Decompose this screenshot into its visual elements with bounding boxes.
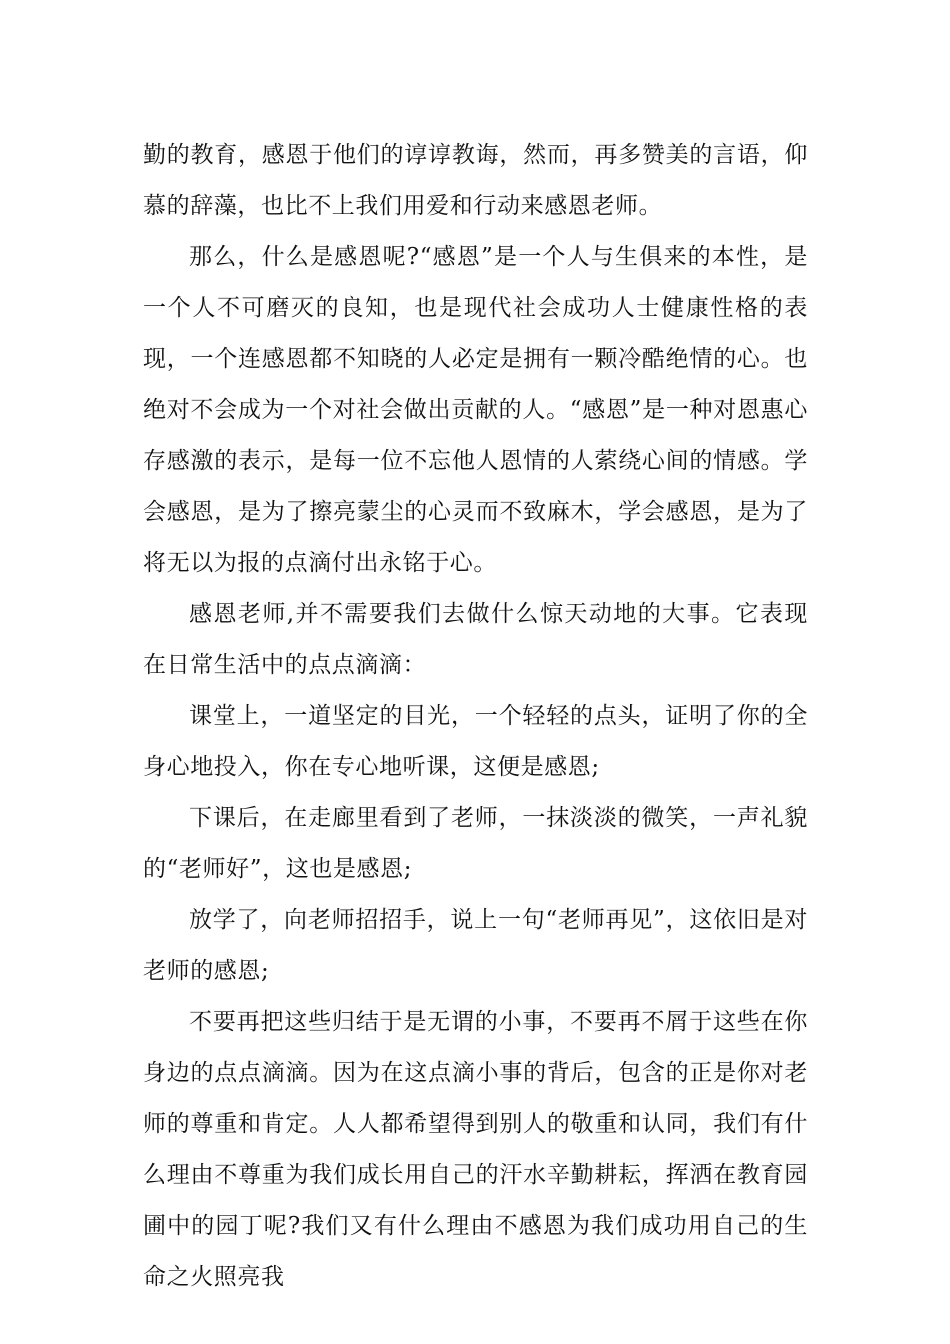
paragraph: 勤的教育，感恩于他们的谆谆教诲，然而，再多赞美的言语，仰慕的辞藻，也比不上我们用爱和行动来感恩老师。: [143, 142, 808, 219]
document-body: [143, 130, 808, 1303]
paragraph: 那么，什么是感恩呢?“感恩”是一个人与生俱来的本性，是一个人不可磨灭的良知，也是现代社会成功人士健康性格的表现，一个连感恩都不知晓的人必定是拥有一颗冷酷绝情的心。也绝对不会成为一个对社会做出贡献的人。“感恩”是一种对恩惠心存感激的表示，是每一位不忘他人恩情的人萦绕心间的情感。学会感恩，是为了擦亮蒙尘的心灵而不致麻木，学会感恩，是为了将无以为报的点滴付出永铭于心。: [143, 244, 808, 576]
paragraph: 课堂上，一道坚定的目光，一个轻轻的点头，证明了你的全身心地投入，你在专心地听课，这便是感恩;: [143, 703, 808, 780]
paragraph: 感恩老师,并不需要我们去做什么惊天动地的大事。它表现在日常生活中的点点滴滴：: [143, 601, 808, 678]
paragraph: 下课后，在走廊里看到了老师，一抹淡淡的微笑，一声礼貌的“老师好”，这也是感恩;: [143, 805, 808, 882]
paragraph: 不要再把这些归结于是无谓的小事，不要再不屑于这些在你身边的点点滴滴。因为在这点滴小事的背后，包含的正是你对老师的尊重和肯定。人人都希望得到别人的敬重和认同，我们有什么理由不尊重为我们成长用自己的汗水辛勤耕耘，挥洒在教育园圃中的园丁呢?我们又有什么理由不感恩为我们成功用自己的生命之火照亮我: [143, 1009, 808, 1290]
paragraph: 放学了，向老师招招手，说上一句“老师再见”，这依旧是对老师的感恩;: [143, 907, 808, 984]
